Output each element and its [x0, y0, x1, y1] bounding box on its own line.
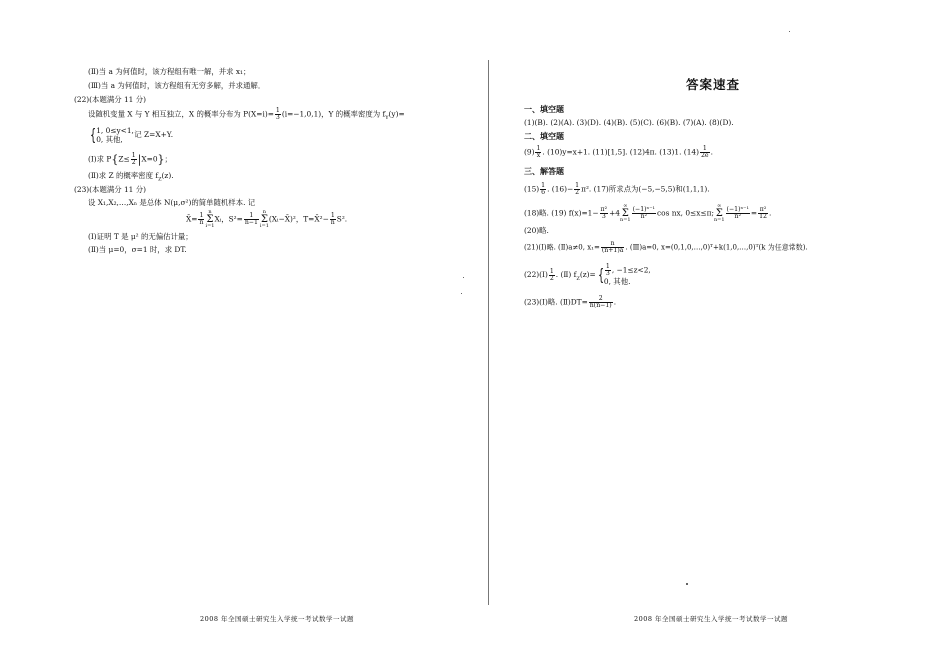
q23-statement: 设 X₁,X₂,…,Xₙ 是总体 N(μ,σ²)的简单随机样本. 记	[88, 198, 256, 207]
q23-heading: (23)(本题满分 11 分)	[74, 185, 146, 194]
scan-speck	[789, 31, 790, 32]
answer-18-19: (18)略. (19) f(x)=1− $\frac{\text{π²}}{3}$ +4∞ Σ n=1 $\frac{\text{(−1)ⁿ⁻¹}}{\text{n²}}$ cos nx, 0≤x≤π;∞ Σ n=1 $\frac{\text{(−1)ⁿ⁻¹}}{\text{n²}}$ = $\frac{\text{π²}}{12}$ .	[524, 203, 772, 223]
left-brace: {	[90, 125, 97, 145]
answer-20: (20)略.	[524, 226, 549, 235]
section-1-answers: (1)(B). (2)(A). (3)(D). (4)(B). (5)(C). (6)(B). (7)(A). (8)(D).	[524, 118, 734, 127]
section-1-heading: 一、填空题	[524, 105, 564, 114]
fraction: $\frac{1}{2}$	[131, 152, 136, 167]
q23-part-ii: (Ⅱ)当 μ=0，σ=1 时，求 DT.	[88, 245, 187, 254]
left-line-iii: (Ⅲ)当 a 为何值时，该方程组有无穷多解，并求通解．	[88, 81, 266, 90]
q22-density-cases: { 1, 0≤y<1, 0, 其他, 记 Z=X+Y.	[90, 125, 174, 145]
scan-speck	[463, 277, 464, 278]
left-line-ii: (Ⅱ)当 a 为何值时，该方程组有唯一解，并求 x₁；	[88, 67, 251, 76]
q22-part-ii: (Ⅱ)求 Z 的概率密度 $f_Z(z)$.	[88, 171, 174, 183]
section-2-answers: (9) $\frac{1}{x}$ . (10)y=x+1. (11)[1,5]. (12)4π. (13)1. (14) $\frac{1}{2e}$ .	[524, 145, 713, 160]
q22-part-i: (Ⅰ)求 P{Z≤ $\frac{1}{2}$ |X=0}；	[88, 152, 172, 167]
q22-heading: (22)(本题满分 11 分)	[74, 95, 146, 104]
scan-speck	[461, 293, 462, 294]
answer-21: (21)(Ⅰ)略. (Ⅱ)a≠0, x₁= $\frac{n}{(n+1)a}$ . (Ⅲ)a=0, x=(0,1,0,…,0)ᵀ+k(1,0,…,0)ᵀ(k 为任意常数).	[524, 240, 808, 255]
section-2-heading: 二、填空题	[524, 132, 564, 141]
footer-left: 2008 年全国硕士研究生入学统一考试数学一试题	[199, 615, 355, 623]
answer-15-17: (15) $\frac{1}{6}$ . (16)− $\frac{1}{2}$ π². (17)所求点为(−5,−5,5)和(1,1,1).	[524, 182, 710, 197]
footer-right: 2008 年全国硕士研究生入学统一考试数学一试题	[633, 615, 789, 623]
fraction: $\frac{1}{3}$	[275, 107, 280, 122]
answer-title: 答案速查	[685, 77, 741, 92]
answer-22: (22)(Ⅰ) $\frac{1}{2}$ . (Ⅱ) $f_Z(z)=$ { $\frac{1}{3}$ , −1≤z<2, 0, 其他.	[524, 263, 651, 287]
section-3-heading: 三、解答题	[524, 167, 564, 176]
page-divider	[488, 60, 489, 605]
answer-23: (23)(Ⅰ)略. (Ⅱ)DT= $\frac{2}{n(n-1)}$ .	[524, 295, 617, 310]
q23-part-i: (Ⅰ)证明 T 是 μ² 的无偏估计量；	[88, 232, 193, 241]
q22-statement: 设随机变量 X 与 Y 相互独立，X 的概率分布为 P(X=i)= $\frac{1}{3}$ (i=−1,0,1)，Y 的概率密度为 $f_Y(y)=$	[88, 107, 405, 122]
q23-formula: X̄= $\frac{1}{n}$ n Σ i=1Xᵢ，S²= $\frac{1}{n-1}$ n Σ i=1(Xᵢ−X̄)²，T=X̄²− $\frac{1}{n}$ S².	[186, 209, 348, 229]
scan-speck	[686, 583, 688, 585]
